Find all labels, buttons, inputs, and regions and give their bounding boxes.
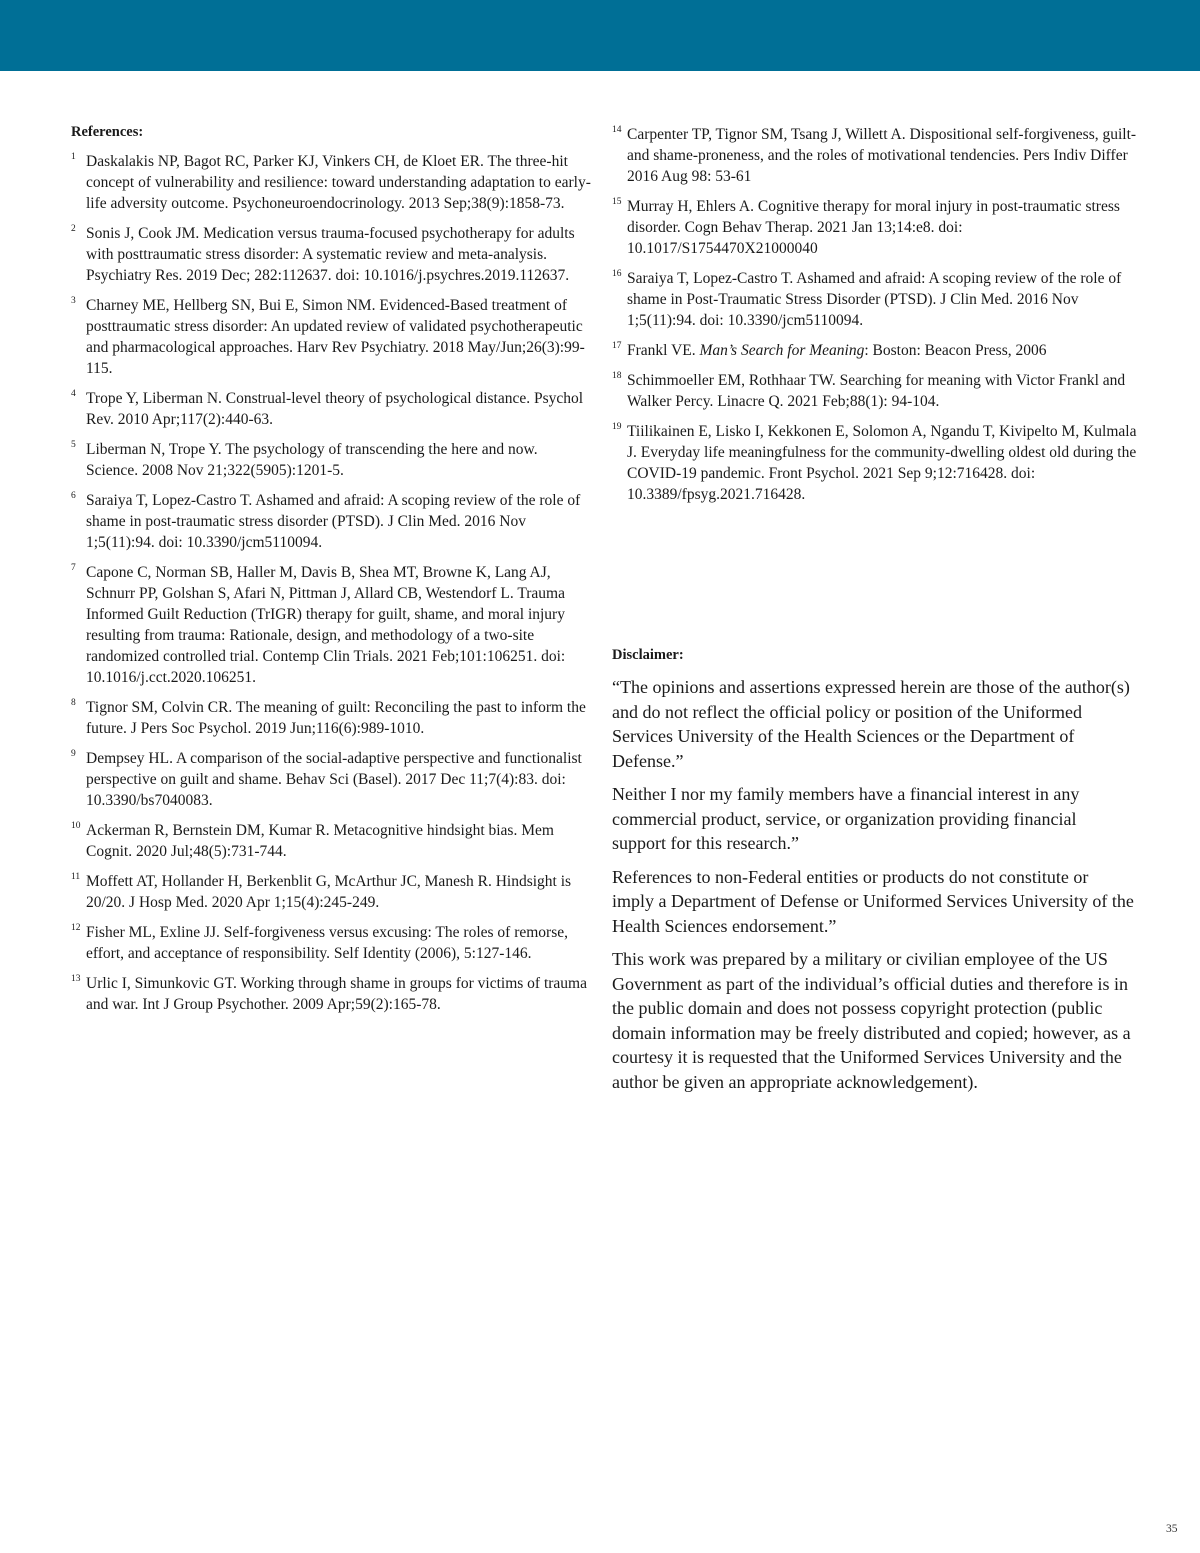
- reference-text: Ackerman R, Bernstein DM, Kumar R. Metacognitive hindsight bias. Mem Cognit. 2020 Jul;48(5):731-744.: [86, 822, 554, 860]
- reference-text: Saraiya T, Lopez-Castro T. Ashamed and afraid: A scoping review of the role of shame in post-traumatic stress disorder (PTSD). J Clin Med. 2016 Nov 1;5(11):94. doi: 10.3390/jcm5110094.: [86, 492, 581, 551]
- reference-text: Tignor SM, Colvin CR. The meaning of guilt: Reconciling the past to inform the future. J Pers Soc Psychol. 2019 Jun;116(6):989-1010.: [86, 699, 586, 737]
- header-color-band: [0, 0, 1200, 71]
- reference-number: 6: [71, 491, 76, 501]
- reference-item: [612, 340, 1137, 361]
- reference-item: [71, 697, 591, 739]
- reference-number: 16: [612, 269, 622, 279]
- reference-number: 13: [71, 974, 81, 984]
- reference-item: [71, 748, 591, 811]
- reference-number: 4: [71, 389, 76, 399]
- reference-number: 3: [71, 296, 76, 306]
- reference-item: [71, 295, 591, 379]
- reference-number: 9: [71, 749, 76, 759]
- page-number: 35: [1166, 1523, 1178, 1535]
- reference-text: Tiilikainen E, Lisko I, Kekkonen E, Solomon A, Ngandu T, Kivipelto M, Kulmala J. Everyday life meaningfulness for the community-dwelling oldest old during the COVID-19 pandemic. Front Psychol. 2021 Sep 9;12:716428. doi: 10.3389/fpsyg.2021.716428.: [627, 423, 1137, 503]
- reference-list-right: [612, 124, 1137, 505]
- reference-text-pre: Frankl VE.: [627, 342, 700, 359]
- reference-number: 15: [612, 197, 622, 207]
- reference-text: Capone C, Norman SB, Haller M, Davis B, Shea MT, Browne K, Lang AJ, Schnurr PP, Golshan S, Afari N, Pittman J, Allard CB, Westendorf L. Trauma Informed Guilt Reduction (TrIGR) therapy for guilt, shame, and moral injury resulting from trauma: Rationale, design, and methodology of a two-site randomized controlled trial. Contemp Clin Trials. 2021 Feb;101:106251. doi: 10.1016/j.cct.2020.106251.: [86, 564, 566, 686]
- reference-item: [612, 370, 1137, 412]
- reference-text: Fisher ML, Exline JJ. Self-forgiveness versus excusing: The roles of remorse, effort, and acceptance of responsibility. Self Identity (2006), 5:127-146.: [86, 924, 568, 962]
- reference-item: [612, 124, 1137, 187]
- reference-text: Charney ME, Hellberg SN, Bui E, Simon NM. Evidenced-Based treatment of posttraumatic stress disorder: An updated review of validated psychotherapeutic and pharmacological approaches. Harv Rev Psychiatry. 2018 May/Jun;26(3):99-115.: [86, 297, 585, 377]
- reference-number: 11: [71, 872, 81, 882]
- disclaimer-paragraph: This work was prepared by a military or civilian employee of the US Government as part of the individual’s official duties and therefore is in the public domain and does not possess copyright protection (public domain information may be freely distributed and copied; however, as a courtesy it is requested that the Uniformed Services University and the author be given an appropriate acknowledgement).: [612, 949, 1131, 1092]
- references-heading: References:: [71, 124, 144, 140]
- reference-item: [612, 421, 1137, 505]
- reference-number: 17: [612, 341, 622, 351]
- reference-number: 18: [612, 371, 622, 381]
- reference-number: 7: [71, 563, 76, 573]
- reference-number: 5: [71, 440, 76, 450]
- reference-number: 14: [612, 125, 622, 135]
- book-title: Man’s Search for Meaning: [699, 342, 865, 359]
- reference-text: Dempsey HL. A comparison of the social-adaptive perspective and functionalist perspective on guilt and shame. Behav Sci (Basel). 2017 Dec 11;7(4):83. doi: 10.3390/bs7040083.: [86, 750, 582, 809]
- reference-item: [71, 223, 591, 286]
- reference-item: [612, 196, 1137, 259]
- reference-text: Moffett AT, Hollander H, Berkenblit G, McArthur JC, Manesh R. Hindsight is 20/20. J Hosp Med. 2020 Apr 1;15(4):245-249.: [86, 873, 572, 911]
- reference-text: Sonis J, Cook JM. Medication versus trauma-focused psychotherapy for adults with posttraumatic stress disorder: A systematic review and meta-analysis. Psychiatry Res. 2019 Dec; 282:112637. doi: 10.1016/j.psychres.2019.112637.: [86, 225, 575, 284]
- reference-item: [71, 562, 591, 688]
- reference-item: [71, 973, 591, 1015]
- reference-text: Schimmoeller EM, Rothhaar TW. Searching for meaning with Victor Frankl and Walker Percy. Linacre Q. 2021 Feb;88(1): 94-104.: [627, 372, 1126, 410]
- disclaimer-heading: Disclaimer:: [612, 647, 684, 663]
- reference-number: 1: [71, 152, 76, 162]
- reference-item: [612, 268, 1137, 331]
- reference-text: Daskalakis NP, Bagot RC, Parker KJ, Vinkers CH, de Kloet ER. The three-hit concept of vulnerability and resilience: toward understanding adaptation to early-life adversity outcome. Psychoneuroendocrinology. 2013 Sep;38(9):1858-73.: [86, 153, 591, 212]
- reference-text-post: : Boston: Beacon Press, 2006: [864, 342, 1047, 359]
- reference-text: Saraiya T, Lopez-Castro T. Ashamed and afraid: A scoping review of the role of shame in Post-Traumatic Stress Disorder (PTSD). J Clin Med. 2016 Nov 1;5(11):94. doi: 10.3390/jcm5110094.: [627, 270, 1122, 329]
- disclaimer-paragraph: “The opinions and assertions expressed herein are those of the author(s) and do not reflect the official policy or position of the Uniformed Services University of the Health Sciences or the Department of Defense.”: [612, 677, 1130, 771]
- reference-number: 2: [71, 224, 76, 234]
- reference-item: [71, 388, 591, 430]
- reference-text: Murray H, Ehlers A. Cognitive therapy for moral injury in post-traumatic stress disorder. Cogn Behav Therap. 2021 Jan 13;14:e8. doi: 10.1017/S1754470X21000040: [627, 198, 1120, 257]
- references-column-right: [612, 124, 1137, 514]
- references-column-left: [71, 124, 591, 1024]
- reference-text: Carpenter TP, Tignor SM, Tsang J, Willett A. Dispositional self-forgiveness, guilt- and shame-proneness, and the roles of motivational tendencies. Pers Indiv Differ 2016 Aug 98: 53-61: [627, 126, 1137, 185]
- disclaimer-paragraph: References to non-Federal entities or products do not constitute or imply a Department of Defense or Uniformed Services University of the Health Sciences endorsement.”: [612, 866, 1134, 936]
- reference-number: 8: [71, 698, 76, 708]
- reference-item: [71, 490, 591, 553]
- reference-item: [71, 922, 591, 964]
- reference-list-left: [71, 151, 591, 1015]
- reference-text: Urlic I, Simunkovic GT. Working through shame in groups for victims of trauma and war. Int J Group Psychother. 2009 Apr;59(2):165-78.: [86, 975, 587, 1013]
- reference-item: [71, 151, 591, 214]
- reference-item: [71, 439, 591, 481]
- reference-text: Liberman N, Trope Y. The psychology of transcending the here and now. Science. 2008 Nov 21;322(5905):1201-5.: [86, 441, 538, 479]
- reference-item: [71, 871, 591, 913]
- reference-number: 12: [71, 923, 81, 933]
- disclaimer-section: [612, 647, 1134, 1103]
- reference-text: Trope Y, Liberman N. Construal-level theory of psychological distance. Psychol Rev. 2010 Apr;117(2):440-63.: [86, 390, 584, 428]
- reference-number: 19: [612, 422, 622, 432]
- disclaimer-paragraph: Neither I nor my family members have a financial interest in any commercial product, service, or organization providing financial support for this research.”: [612, 784, 1080, 853]
- reference-number: 10: [71, 821, 81, 831]
- reference-item: [71, 820, 591, 862]
